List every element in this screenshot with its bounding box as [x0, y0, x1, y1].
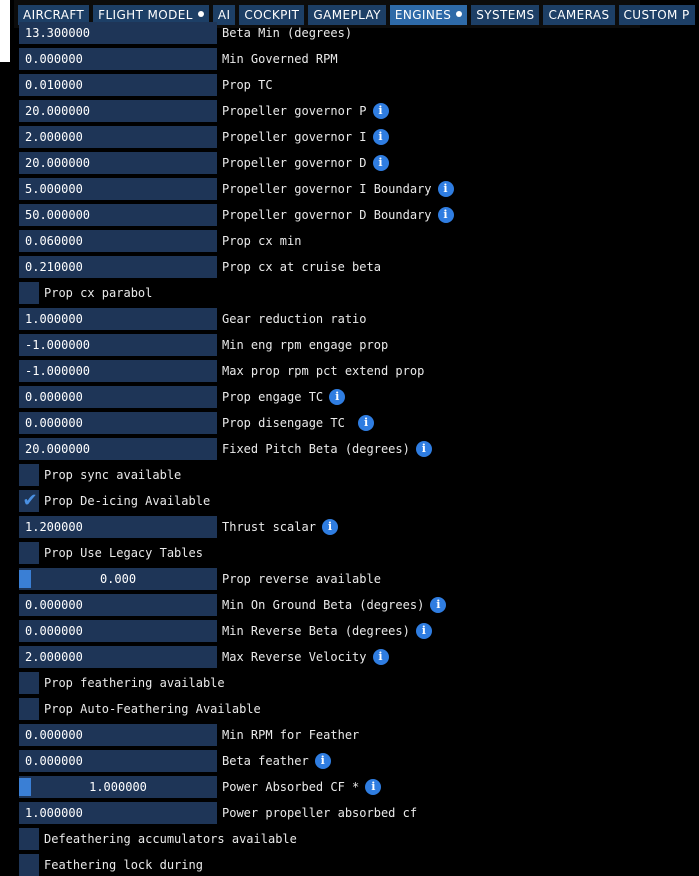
property-label: Thrust scalar — [222, 520, 316, 534]
property-row — [14, 412, 640, 434]
property-row — [14, 126, 640, 148]
property-label-row — [222, 152, 389, 174]
property-row — [14, 438, 640, 460]
value-slider[interactable] — [19, 568, 217, 590]
property-label: Beta feather — [222, 754, 309, 768]
info-icon[interactable]: i — [365, 779, 381, 795]
property-row — [14, 776, 640, 798]
tab-label: AIRCRAFT — [23, 8, 85, 22]
property-label-row — [222, 204, 454, 226]
value-field[interactable]: 20.000000 — [19, 438, 217, 460]
value-field[interactable]: 2.000000 — [19, 126, 217, 148]
checkbox-label: Prop Auto-Feathering Available — [44, 702, 261, 716]
property-label: Power propeller absorbed cf — [222, 806, 418, 820]
value-field[interactable]: 13.300000 — [19, 22, 217, 44]
property-row — [14, 230, 640, 252]
property-row — [14, 386, 640, 408]
value-slider[interactable] — [19, 776, 217, 798]
checkbox[interactable] — [19, 542, 39, 564]
property-row — [14, 360, 640, 382]
property-label-row — [222, 568, 381, 590]
info-icon[interactable]: i — [373, 155, 389, 171]
value-field[interactable]: -1.000000 — [19, 334, 217, 356]
property-label: Min eng rpm engage prop — [222, 338, 389, 352]
property-label-row — [222, 646, 389, 668]
value-field[interactable]: 20.000000 — [19, 100, 217, 122]
tab-label: CAMERAS — [548, 8, 610, 22]
info-icon[interactable]: i — [373, 103, 389, 119]
property-row — [14, 204, 640, 226]
property-row — [14, 308, 640, 330]
property-row — [14, 568, 640, 590]
value-field[interactable]: 2.000000 — [19, 646, 217, 668]
property-label: Min Reverse Beta (degrees) — [222, 624, 410, 638]
value-field[interactable]: -1.000000 — [19, 360, 217, 382]
property-label: Prop TC — [222, 78, 273, 92]
property-label-row — [222, 776, 381, 798]
property-row — [14, 698, 640, 720]
property-label: Propeller governor D — [222, 156, 367, 170]
checkbox[interactable] — [19, 282, 39, 304]
property-label: Prop cx min — [222, 234, 302, 248]
checkbox-label: Defeathering accumulators available — [44, 832, 297, 846]
info-icon[interactable]: i — [430, 597, 446, 613]
value-field[interactable]: 1.000000 — [19, 802, 217, 824]
value-field[interactable]: 0.000000 — [19, 412, 217, 434]
property-label: Min Governed RPM — [222, 52, 338, 66]
property-label: Fixed Pitch Beta (degrees) — [222, 442, 410, 456]
property-label: Prop engage TC — [222, 390, 324, 404]
checkbox[interactable] — [19, 828, 39, 850]
info-icon[interactable]: i — [416, 441, 432, 457]
property-label-row — [222, 48, 338, 70]
property-label: Min On Ground Beta (degrees) — [222, 598, 425, 612]
property-row — [14, 100, 640, 122]
property-label: Propeller governor P — [222, 104, 367, 118]
value-field[interactable]: 1.000000 — [19, 308, 217, 330]
property-row — [14, 22, 640, 44]
property-row — [14, 152, 640, 174]
property-row — [14, 516, 640, 538]
value-field[interactable]: 1.200000 — [19, 516, 217, 538]
checkbox-label: Prop De-icing Available — [44, 494, 211, 508]
modified-dot-icon — [456, 11, 462, 17]
left-edge-notch — [0, 0, 10, 62]
property-label-row — [222, 594, 446, 616]
property-label: Propeller governor D Boundary — [222, 208, 432, 222]
slider-value: 0.000 — [99, 572, 137, 586]
property-label-row — [222, 74, 273, 96]
tab-label: ENGINES — [394, 8, 452, 22]
property-label: Prop reverse available — [222, 572, 381, 586]
info-icon[interactable]: i — [438, 207, 454, 223]
property-label-row — [222, 22, 352, 44]
value-field[interactable]: 0.000000 — [19, 724, 217, 746]
property-row — [14, 178, 640, 200]
property-row — [14, 334, 640, 356]
property-row — [14, 282, 640, 304]
info-icon[interactable]: i — [329, 389, 345, 405]
checkbox-label: Prop sync available — [44, 468, 182, 482]
checkbox-label: Feathering lock during — [44, 858, 203, 872]
tab-label: SYSTEMS — [476, 8, 535, 22]
tab-label: AI — [217, 8, 231, 22]
checkbox[interactable] — [19, 490, 39, 512]
property-row — [14, 542, 640, 564]
tab-label: CUSTOM P — [623, 8, 690, 22]
property-label-row — [222, 750, 331, 772]
property-label-row — [222, 256, 381, 278]
property-label: Propeller governor I Boundary — [222, 182, 432, 196]
modified-dot-icon — [198, 11, 204, 17]
property-row — [14, 594, 640, 616]
checkbox-label: Prop feathering available — [44, 676, 225, 690]
info-icon[interactable]: i — [373, 649, 389, 665]
property-row — [14, 74, 640, 96]
property-label: Gear reduction ratio — [222, 312, 367, 326]
property-label-row — [222, 126, 389, 148]
property-label-row — [222, 308, 367, 330]
property-label-row — [222, 620, 432, 642]
property-row — [14, 672, 640, 694]
value-field[interactable]: 0.000000 — [19, 620, 217, 642]
property-label: Min RPM for Feather — [222, 728, 360, 742]
property-row — [14, 750, 640, 772]
property-label-row — [222, 386, 345, 408]
value-field[interactable]: 0.000000 — [19, 48, 217, 70]
property-label: Max Reverse Velocity — [222, 650, 367, 664]
info-icon[interactable]: i — [358, 415, 374, 431]
property-row — [14, 828, 640, 850]
tab-label: COCKPIT — [244, 8, 300, 22]
tab-label: FLIGHT MODEL — [98, 8, 193, 22]
property-label: Prop disengage TC — [222, 416, 353, 430]
property-label-row — [222, 412, 374, 434]
checkbox-label: Prop cx parabol — [44, 286, 153, 300]
left-edge-strip — [0, 0, 14, 864]
property-label: Max prop rpm pct extend prop — [222, 364, 425, 378]
checkmark-icon: ✔ — [22, 490, 38, 511]
value-field[interactable]: 0.210000 — [19, 256, 217, 278]
value-field[interactable]: 0.010000 — [19, 74, 217, 96]
value-field[interactable]: 20.000000 — [19, 152, 217, 174]
info-icon[interactable]: i — [416, 623, 432, 639]
value-field[interactable]: 5.000000 — [19, 178, 217, 200]
property-label-row — [222, 802, 417, 824]
value-field[interactable]: 0.000000 — [19, 594, 217, 616]
checkbox[interactable] — [19, 698, 39, 720]
property-row — [14, 464, 640, 486]
property-label-row — [222, 230, 301, 252]
engine-properties-panel — [14, 26, 640, 872]
property-label-row — [222, 100, 389, 122]
checkbox[interactable] — [19, 464, 39, 486]
property-label-row — [222, 360, 424, 382]
property-row — [14, 256, 640, 278]
value-field[interactable]: 0.000000 — [19, 386, 217, 408]
property-row — [14, 802, 640, 824]
property-row — [14, 724, 640, 746]
checkbox[interactable] — [19, 854, 39, 876]
property-row — [14, 854, 640, 876]
checkbox-label: Prop Use Legacy Tables — [44, 546, 203, 560]
property-label: Power Absorbed CF * — [222, 780, 360, 794]
property-label-row — [222, 516, 338, 538]
property-label-row — [222, 178, 454, 200]
info-icon[interactable]: i — [322, 519, 338, 535]
property-label: Prop cx at cruise beta — [222, 260, 381, 274]
property-row — [14, 620, 640, 642]
property-label-row — [222, 334, 388, 356]
property-row — [14, 48, 640, 70]
property-row — [14, 490, 640, 512]
tab-label: GAMEPLAY — [313, 8, 381, 22]
property-row — [14, 646, 640, 668]
property-label-row — [222, 724, 359, 746]
info-icon[interactable]: i — [373, 129, 389, 145]
info-icon[interactable]: i — [438, 181, 454, 197]
property-label: Beta Min (degrees) — [222, 26, 353, 40]
property-label-row — [222, 438, 432, 460]
info-icon[interactable]: i — [315, 753, 331, 769]
slider-value: 1.000000 — [89, 780, 147, 794]
value-field[interactable]: 0.000000 — [19, 750, 217, 772]
property-label: Propeller governor I — [222, 130, 367, 144]
checkbox[interactable] — [19, 672, 39, 694]
value-field[interactable]: 50.000000 — [19, 204, 217, 226]
value-field[interactable]: 0.060000 — [19, 230, 217, 252]
